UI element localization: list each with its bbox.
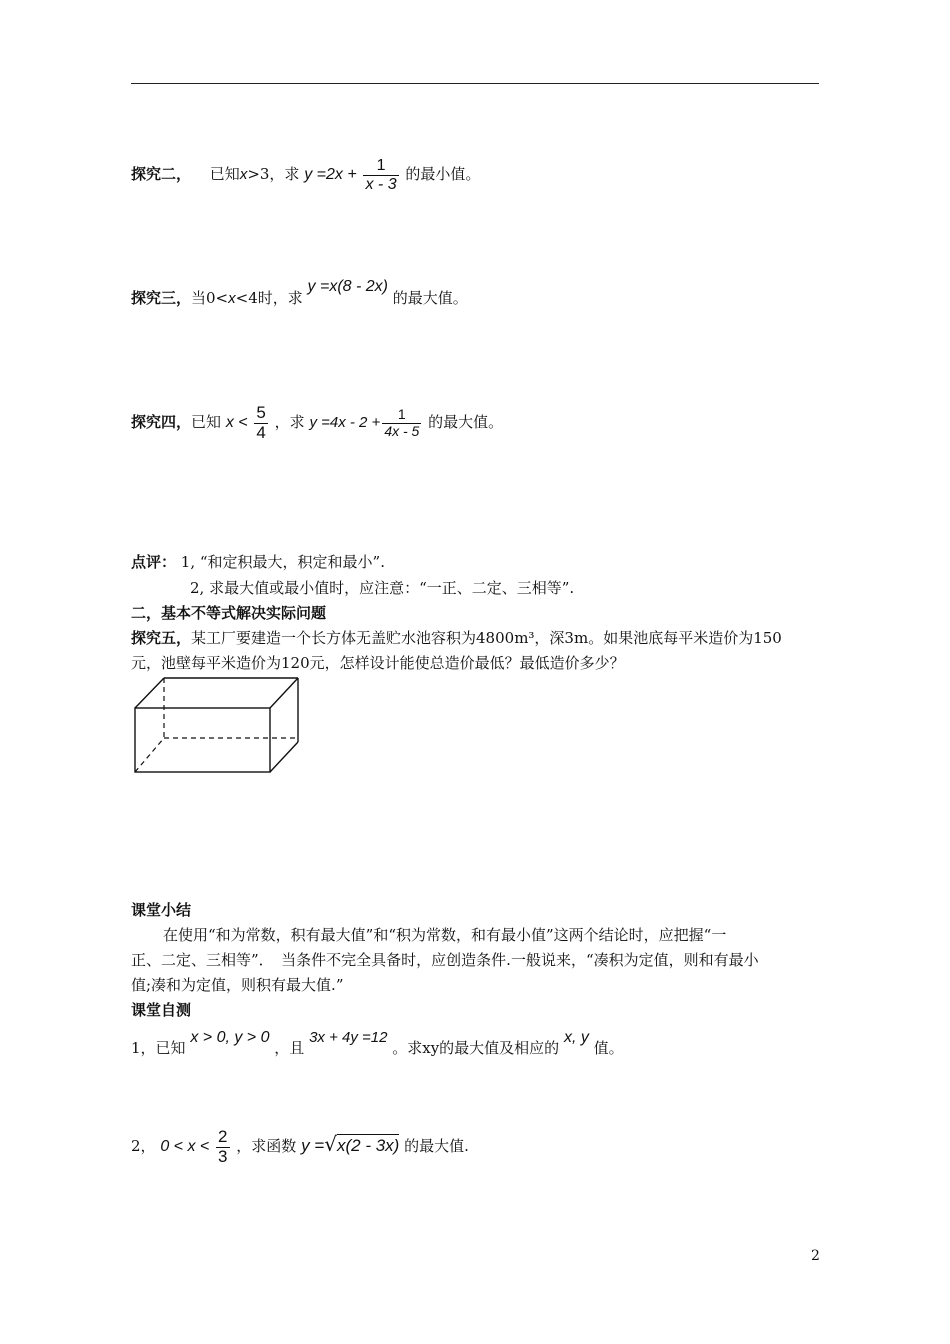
- page-number: 2: [811, 1248, 820, 1264]
- cuboid-hidden-edge: [135, 738, 164, 772]
- comment-label: 点评：: [131, 553, 177, 571]
- q2-fraction: $\frac{2}{3}$: [218, 1126, 228, 1166]
- q1-pre: 1，已知: [131, 1039, 186, 1057]
- explore2-line: [131, 152, 480, 197]
- explore4-fraction2: $\frac{1}{4x - 5}$: [384, 406, 420, 439]
- comment-line2: 2, 求最大值或最小值时，应注意：“一正、二定、三相等”.: [190, 579, 575, 597]
- summary-title: 课堂小结: [131, 901, 192, 919]
- explore2-fraction: $\frac{1}{x - 3}$: [365, 156, 397, 193]
- summary-line3: 值;凑和为定值，则积有最大值.”: [131, 976, 344, 994]
- section2-title: 二，基本不等式解决实际问题: [131, 604, 327, 622]
- cuboid-edge: [270, 742, 298, 772]
- cuboid-front-face: [135, 708, 270, 772]
- sqrt-symbol: √: [324, 1132, 337, 1156]
- q1-mid: ，且: [274, 1039, 305, 1057]
- explore3-pre: 当0<: [191, 289, 229, 307]
- explore5-text1: 某工厂要建造一个长方体无盖贮水池容积为4800m³，深3m。如果池底每平米造价为150: [191, 629, 782, 647]
- q2-pre: 2，: [131, 1137, 156, 1155]
- selftest-q2: [131, 1122, 469, 1169]
- explore2-label: 探究二，: [131, 165, 192, 183]
- explore4-line: [131, 400, 503, 445]
- explore2-pre: 已知: [209, 165, 240, 183]
- q1-equation: 3x + 4y =12: [309, 1029, 388, 1046]
- q1-end: 值。: [593, 1039, 624, 1057]
- q1-condition: x > 0, y > 0: [190, 1029, 270, 1046]
- explore4-pre: 已知: [191, 413, 222, 431]
- explore2-cond: >3，求: [247, 165, 300, 183]
- explore2-post: 的最小值。: [405, 165, 481, 183]
- q2-expr-lhs: y =: [301, 1136, 325, 1155]
- explore4-lhs: x <: [225, 414, 248, 431]
- explore5-line2: 元，池壁每平米造价为120元，怎样设计能使总造价最低？最低造价多少？: [131, 654, 625, 672]
- header-rule: [131, 83, 819, 84]
- explore2-expr: y =2x +: [304, 166, 357, 183]
- explore3-expr: y =x(8 - 2x): [307, 278, 389, 295]
- summary-line1: 在使用“和为常数，积有最大值”和“积为常数，和有最小值”这两个结论时，应把握“一: [163, 926, 727, 944]
- q2-lhs: 0 < x <: [160, 1138, 210, 1155]
- explore3-var: x: [228, 290, 236, 307]
- explore4-mid: ，求: [274, 413, 305, 431]
- explore4-fraction1: $\frac{5}{4}$: [256, 402, 266, 442]
- explore4-post: 的最大值。: [428, 413, 504, 431]
- selftest-q1: [131, 1029, 624, 1058]
- explore2-var: x: [239, 166, 248, 183]
- q2-radicand: x(2 - 3x): [336, 1136, 400, 1155]
- explore3-cond: <4时，求: [235, 289, 303, 307]
- q1-vars: x, y: [563, 1029, 589, 1046]
- comment-line1: [131, 551, 385, 572]
- explore3-post: 的最大值。: [392, 289, 468, 307]
- explore4-label: 探究四，: [131, 413, 192, 431]
- selftest-title: 课堂自测: [131, 1001, 192, 1019]
- explore5-line1: [131, 627, 782, 648]
- explore5-label: 探究五，: [131, 629, 192, 647]
- cuboid-figure: [130, 674, 302, 776]
- comment-text1: 1, “和定积最大，积定和最小”.: [176, 553, 385, 571]
- summary-line2: 正、二定、三相等”． 当条件不完全具备时，应创造条件.一般说来，“凑积为定值，则和有最小: [131, 951, 759, 969]
- q1-post: 。求xy的最大值及相应的: [392, 1039, 560, 1057]
- explore3-line: [131, 278, 468, 308]
- cuboid-edge: [270, 678, 298, 708]
- q2-mid: ，求函数: [236, 1137, 297, 1155]
- explore4-expr: y =4x - 2 +: [309, 414, 381, 431]
- explore3-label: 探究三，: [131, 289, 192, 307]
- cuboid-edge: [135, 678, 164, 708]
- q2-post: 的最大值.: [404, 1137, 469, 1155]
